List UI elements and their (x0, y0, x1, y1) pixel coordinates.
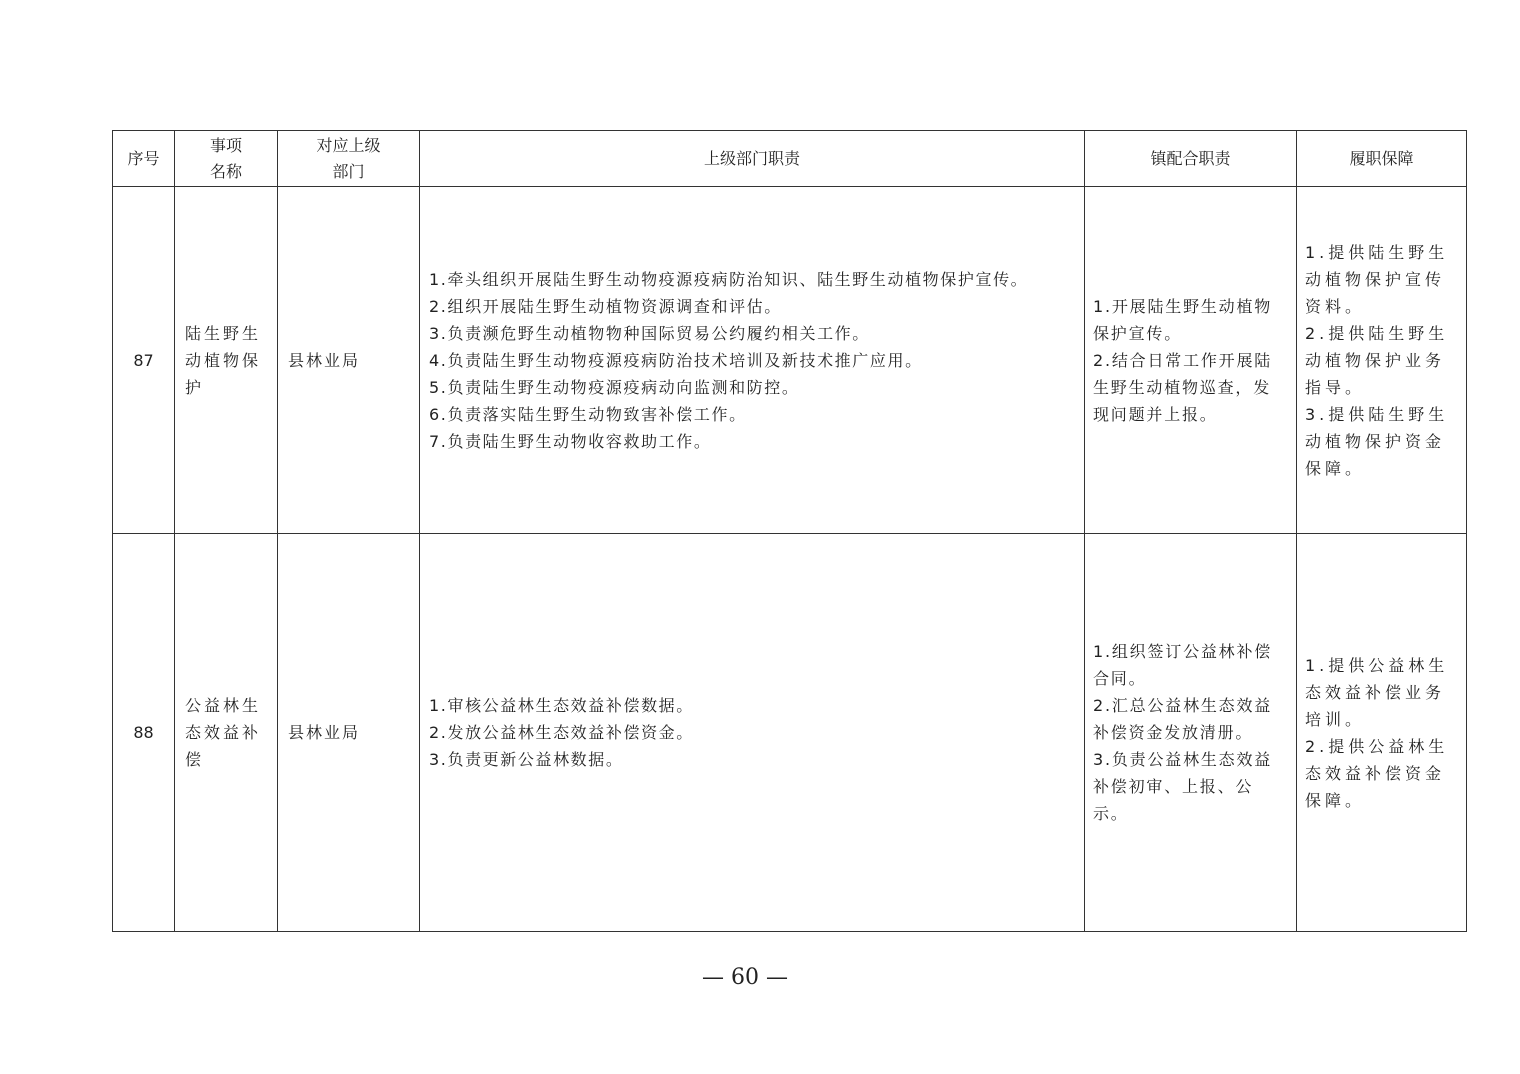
row-guarantees (1297, 534, 1467, 932)
table-row (113, 534, 1467, 932)
guarantee-item: 1.提供公益林生态效益补偿业务培训。 (1305, 655, 1449, 729)
row-guarantees (1297, 187, 1467, 534)
row-upper-duties (420, 534, 1085, 932)
header-item-name (175, 131, 278, 187)
upper-duty-item: 2.发放公益林生态效益补偿资金。 (429, 723, 694, 742)
row-upper-duties (420, 187, 1085, 534)
upper-duty-item: 3.负责濒危野生动植物物种国际贸易公约履约相关工作。 (429, 323, 870, 343)
header-seq: 序号 (113, 131, 175, 187)
guarantee-item: 1.提供陆生野生动植物保护宣传资料。 (1305, 242, 1449, 316)
upper-duty-item: 6.负责落实陆生野生动物致害补偿工作。 (429, 404, 747, 424)
header-upper-dept-line2: 部门 (332, 161, 365, 181)
upper-duty-item: 2.组织开展陆生野生动植物资源调查和评估。 (429, 296, 782, 316)
guarantee-item: 3.提供陆生野生动植物保护资金保障。 (1305, 404, 1449, 478)
row-seq: 87 (113, 187, 175, 534)
row-dept: 县林业局 (278, 534, 420, 932)
town-duty-item: 1.开展陆生野生动植物保护宣传。 (1093, 296, 1273, 343)
upper-duty-item: 3.负责更新公益林数据。 (429, 750, 624, 769)
header-upper-duty: 上级部门职责 (420, 131, 1085, 187)
table-row (113, 187, 1467, 534)
row-dept: 县林业局 (278, 187, 420, 534)
header-town-duty: 镇配合职责 (1085, 131, 1297, 187)
row-town-duties (1085, 534, 1297, 932)
guarantee-item: 2.提供公益林生态效益补偿资金保障。 (1305, 736, 1449, 810)
upper-duty-item: 7.负责陆生野生动物收容救助工作。 (429, 431, 712, 451)
table-header-row (113, 131, 1467, 187)
row-seq: 88 (113, 534, 175, 932)
upper-duty-item: 1.牵头组织开展陆生野生动物疫源疫病防治知识、陆生野生动植物保护宣传。 (429, 269, 1029, 289)
town-duty-item: 3.负责公益林生态效益补偿初审、上报、公示。 (1093, 750, 1273, 823)
page-number: — 60 — (702, 965, 788, 990)
row-town-duties (1085, 187, 1297, 534)
town-duty-item: 2.结合日常工作开展陆生野生动植物巡查，发现问题并上报。 (1093, 350, 1273, 424)
header-upper-dept (278, 131, 420, 187)
upper-duty-item: 4.负责陆生野生动物疫源疫病防治技术培训及新技术推广应用。 (429, 350, 923, 370)
header-guarantee: 履职保障 (1297, 131, 1467, 187)
header-upper-dept-line1: 对应上级 (316, 135, 381, 155)
duty-table (112, 130, 1467, 932)
header-item-name-line1: 事项 (209, 135, 242, 155)
row-item-name: 公益林生态效益补偿 (175, 534, 278, 932)
guarantee-item: 2.提供陆生野生动植物保护业务指导。 (1305, 323, 1449, 397)
header-item-name-line2: 名称 (209, 161, 242, 181)
row-item-name: 陆生野生动植物保护 (175, 187, 278, 534)
town-duty-item: 2.汇总公益林生态效益补偿资金发放清册。 (1093, 696, 1273, 742)
town-duty-item: 1.组织签订公益林补偿合同。 (1093, 642, 1273, 688)
upper-duty-item: 5.负责陆生野生动物疫源疫病动向监测和防控。 (429, 377, 800, 397)
upper-duty-item: 1.审核公益林生态效益补偿数据。 (429, 696, 694, 715)
